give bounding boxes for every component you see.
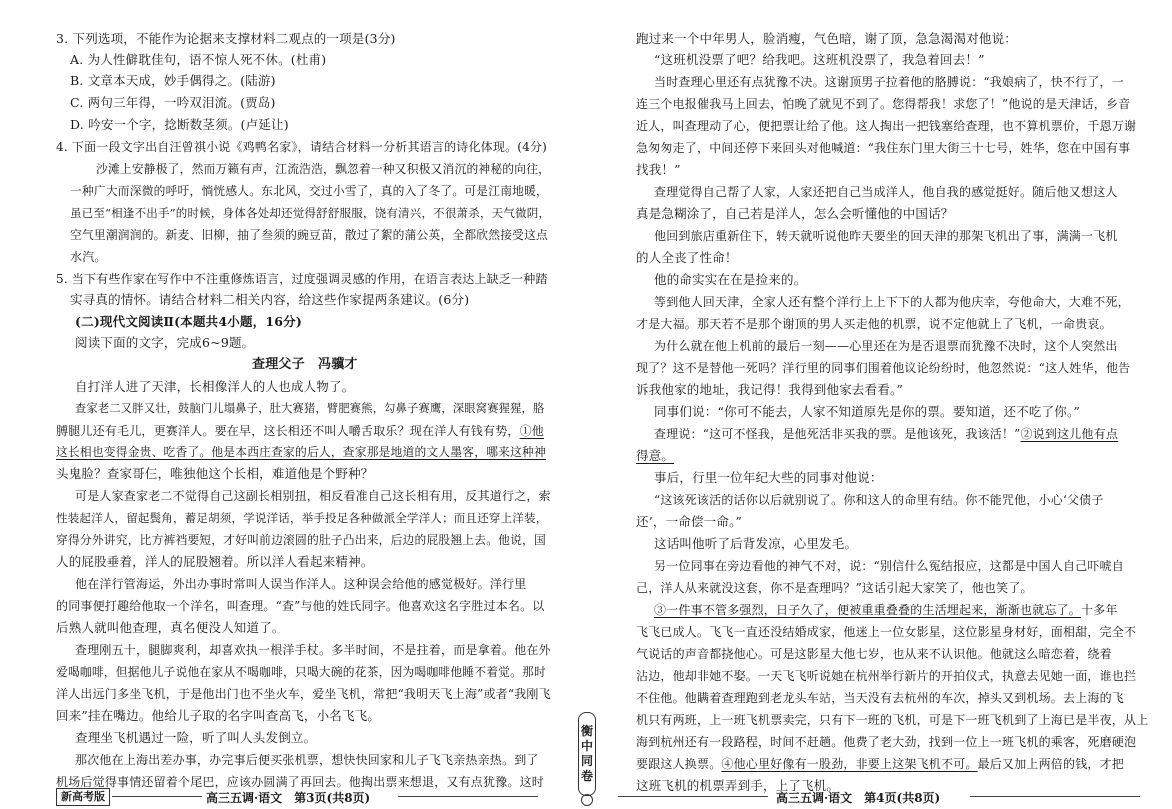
spine-char: 中 (580, 739, 593, 753)
article-line: 连三个电报催我马上回去，怕晚了就见不到了。您得帮我！求您了！”他说的是天津话，乡音 (636, 97, 1131, 111)
question-5-cont: 实寻真的情怀。请结合材料二相关内容，给这些作家提两条建议。(6分) (70, 292, 470, 307)
instruction: 阅读下面的文字，完成6~9题。 (75, 335, 255, 350)
article-line: 跑过来一个中年男人，脸消瘦，气色暗，谢了顶，急急渴渴对他说： (636, 31, 1018, 46)
question-5: 5. 当下有些作家在写作中不注重修炼语言，过度强调灵感的作用，在语言表达上缺乏一种踏 (56, 272, 548, 286)
quote-line: 沙滩上安静极了，然而万籁有声，江流浩浩，飘忽着一种又积极又消沉的神秘的向往， (96, 162, 551, 176)
page-footer: 高三五调·语文 第3页(共8页) (206, 791, 371, 805)
article-line: 头鬼脸？查家哥仨，唯独他这个长相，难道他是个野种？ (56, 466, 374, 481)
article-line: 另一位同事在旁边看他的神气不对，说：“别信什么冤结报应，这都是中国人自己吓唬自 (654, 559, 1124, 573)
edition-badge: 新高考版 (56, 788, 110, 806)
article-line: 还’，一命偿一命。” (636, 514, 743, 529)
article-line: 性装起洋人，留起鬓角，蓄足胡须，学说洋话，举手投足各种做派全学洋人；而且还穿上洋装， (56, 511, 548, 525)
article-line: 他回到旅店重新住下，转天就听说他昨天要坐的回天津的那架飞机出了事，满满一飞机 (654, 229, 1118, 243)
underline-mark-1: ①他 (519, 424, 545, 438)
article-line: 的人全丧了性命！ (636, 250, 738, 265)
article-line: 现了？这不是替他一死吗？洋行里的同事们围着他议论纷纷时，他忽然说：“这人姓华，他告 (636, 361, 1131, 375)
option-d: D. 吟安一个字，捻断数茎须。(卢延让) (70, 117, 289, 132)
article-line: 不住他。他瞒着查理跑到老龙头车站，当天没有去杭州的车次，掉头又到机场。去上海的飞 (636, 691, 1125, 705)
article-line: 可是人家查家老二不觉得自己这副长相别扭，相反看准自己这长相有用，反其道行之，索 (75, 489, 551, 503)
article-line: 查家老二又胖又壮，鼓脑门儿塌鼻子，肚大赛猪，臂肥赛熊，勾鼻子赛鹰，深眼窝赛猩猩，胳 (75, 402, 545, 415)
article-line: 查理觉得自己帮了人家，人家还把自己当成洋人，他自我的感觉挺好。随后他又想这人 (654, 185, 1118, 199)
article-line: 他在洋行管海运，外出办事时常叫人误当作洋人。这种误会给他的感觉极好。洋行里 (75, 577, 527, 591)
article-line: 后熟人就叫他查理，真名便没人知道了。 (56, 620, 285, 635)
article-line: 查理坐飞机遇过一险，听了叫人头发倒立。 (75, 730, 317, 745)
underlined-sentence-4: ④他心里好像有一股劲，非要上这架飞机不可。 (721, 757, 978, 771)
quote-line: 虽已至“相逢不出手”的时候，身体各处却还觉得舒舒服服，饶有清兴，不很萧杀，天气微阴， (70, 206, 551, 220)
underlined-sentence-3: ③一件事不管多强烈，日子久了，便被重重叠叠的生活埋起来，渐渐也就忘了。 (654, 603, 1082, 617)
article-line: 这话叫他听了后背发凉，心里发毛。 (654, 536, 858, 551)
article-line: 穿得分外讲究，比方裤裆要短，才好叫前边滚圆的肚子凸出来，后边的屁股翘上去。他说，国 (56, 533, 546, 547)
article-title: 查理父子 冯骥才 (252, 357, 358, 372)
spine-circle (581, 794, 593, 806)
quote-line: 空气里潮润润的。新麦、旧柳，抽了叁须的豌豆苗，散过了絮的蒲公英，全都欣然接受这点 (70, 228, 548, 242)
article-line: 才是大福。那天若不是那个谢顶的男人买走他的机票，说不定他就上了飞机，一命贵哀。 (636, 317, 1112, 331)
article-line: 人的屁股垂着，洋人的屁股翘着。所以洋人看起来精神。 (56, 554, 374, 569)
article-line: 爱喝咖啡，但据他儿子说他在家从不喝咖啡，只喝大碗的花茶，因为喝咖啡他睡不着觉。那时 (56, 665, 546, 679)
option-c: C. 两句三年得，一吟双泪流。(贾岛) (70, 95, 276, 110)
article-line: 诉我他家的地址，我记得！我得到他家去看看。” (636, 382, 904, 397)
right-page (598, 0, 1172, 809)
article-line: 他的命实实在在是捡来的。 (654, 272, 807, 287)
article-line: 洋人出远门多坐飞机，于是他出门也不坐火车，爱坐飞机，常把“我明天飞上海”或者“我刚飞 (56, 687, 551, 701)
article-line: 真是急糊涂了，自己若是洋人，怎么会听懂他的中国话？ (636, 206, 954, 221)
article-line: 那次他在上海出差办事，办完事后便买张机票，想快快回家和儿子飞飞亲热亲热。到了 (75, 753, 539, 767)
underlined-line: 这长相也变得金贵、吃香了。他是本西庄查家的后人，查家那是地道的文人墨客，哪来这种神 (56, 445, 546, 459)
article-text: 要跟这人换票。 (636, 757, 722, 771)
article-text: 膊腿儿还有毛儿，更赛洋人。要在早，这长相还不叫人嚼舌取乐？现在洋人有钱有势， (56, 424, 520, 438)
article-line (654, 601, 1118, 619)
article-line: 自打洋人进了天津，长相像洋人的人也成人物了。 (75, 379, 355, 394)
quote-line: 水汽。 (70, 250, 107, 264)
article-text: 查理说：“这可不怪我，是他死活非买我的票。是他该死，我该活！” (654, 427, 1021, 441)
spine-char: 同 (580, 754, 593, 768)
footer-rule (398, 796, 538, 797)
article-line: 海到杭州还有一段路程，时间不赶趟。他费了老大劲，找到一位上一班飞机的乘客，死磨硬泡 (636, 735, 1137, 749)
article-line: 事后，行里一位年纪大些的同事对他说： (654, 470, 883, 485)
footer-rule (618, 796, 768, 797)
spine-char: 衡 (580, 724, 593, 738)
option-b: B. 文章本天成，妙手偶得之。(陆游) (70, 73, 276, 88)
article-line: 机只有两班，上一班飞机票卖完，只有下一班的飞机，可是下一班飞机到了上海已是半夜，从上 (636, 713, 1149, 727)
article-line: 近人，叫查理动了心，便把票让给了他。这人掏出一把钱塞给查理，也不算机票价，千恩万谢 (636, 119, 1137, 133)
spine-char: 卷 (580, 769, 593, 783)
article-text: 十多年 (1081, 603, 1118, 617)
article-line: 飞飞已成人。飞飞一直还没结婚成家，他迷上一位女影星，这位影星身材好，面相甜，完全不 (636, 625, 1137, 639)
quote-line: 一种广大而深微的呼吁，惝恍感人。东北风，交过小雪了，真的入了冬了。可是江南地暖， (70, 184, 548, 198)
article-line: 为什么就在他上机前的最后一刻——心里还在为是否退票而犹豫不决时，这个人突然出 (654, 339, 1118, 353)
question-4: 4. 下面一段文字出自汪曾祺小说《鸡鸭名家》，请结合材料一分析其语言的诗化体现。(4分) (56, 140, 548, 154)
question-3: 3. 下列选项，不能作为论据来支撑材料二观点的一项是(3分) (56, 31, 396, 46)
article-line: 机场后觉得事情还留着个尾巴，应该办圆满了再回去。他掏出票来想退，又有点犹豫。这时 (56, 775, 545, 789)
article-line: 等到他人回天津，全家人还有整个洋行上上下下的人都为他庆幸，夸他命大，大难不死， (654, 295, 1130, 309)
article-line: 的同事便打趣给他取一个洋名，叫查理。“查”与他的姓氏同字。他喜欢这名字胜过本名。以 (56, 599, 545, 613)
article-line: 找我！” (636, 162, 681, 177)
article-line: 沾边，他却非她不娶。一天飞飞听说她在杭州举行新片的开拍仪式，执意去见她一面，谁也拦 (636, 669, 1137, 683)
section-heading: (二)现代文阅读Ⅱ(本题共4小题，16分) (75, 314, 302, 329)
article-line: 急匆匆走了，中间还停下来回头对他喊道：“我住东门里大街三十七号，姓华，您在中国有事 (636, 141, 1131, 155)
option-a: A. 为人性僻耽佳句，语不惊人死不休。(杜甫) (70, 52, 327, 67)
underlined-line: 得意。 (636, 448, 675, 463)
article-line: “这该死该活的话你以后就别说了。你和这人的命里有结。你不能咒他，小心‘父债子 (654, 493, 1104, 507)
article-line: 当时查理心里还有点犹豫不决。这谢顶男子拉着他的胳膊说：“我娘病了，快不行了，一 (654, 75, 1124, 89)
article-line: 己，洋人从来就没这套，你不是查理吗？”这话引起大家笑了，他也笑了。 (636, 581, 1033, 595)
page-footer: 高三五调·语文 第4页(共8页) (776, 791, 941, 805)
article-line: 这班飞机的机票弄到手，上了飞机。 (636, 778, 840, 793)
underline-mark-2: ②说到这儿他有点 (1020, 427, 1119, 441)
article-line (636, 755, 1124, 773)
article-text: 最后又加上两倍的钱，才把 (977, 757, 1125, 771)
article-line (654, 425, 1118, 443)
footer-rule (970, 796, 1140, 797)
article-line: 查理刚五十，腿脚爽利，却喜欢执一根洋手杖。多半时间，不是拄着，而是拿着。他在外 (75, 643, 551, 657)
article-line: 回来”挂在嘴边。他给儿子取的名字叫查高飞，小名飞飞。 (56, 708, 381, 723)
left-page (0, 0, 574, 809)
footer-rule (112, 796, 202, 797)
spine-label (578, 712, 596, 796)
article-line: “这班机没票了吧？给我吧。这班机没票了，我急着回去！” (654, 52, 985, 67)
article-line: 气说话的声音都挠他心。可是这影星大他七岁，也从来不认识他。他就这么暗恋着，绕着 (636, 647, 1112, 661)
article-line: 同事们说：“你可不能去，人家不知道原先是你的票。要知道，还不吃了你。” (654, 404, 1081, 419)
article-line (56, 422, 544, 440)
